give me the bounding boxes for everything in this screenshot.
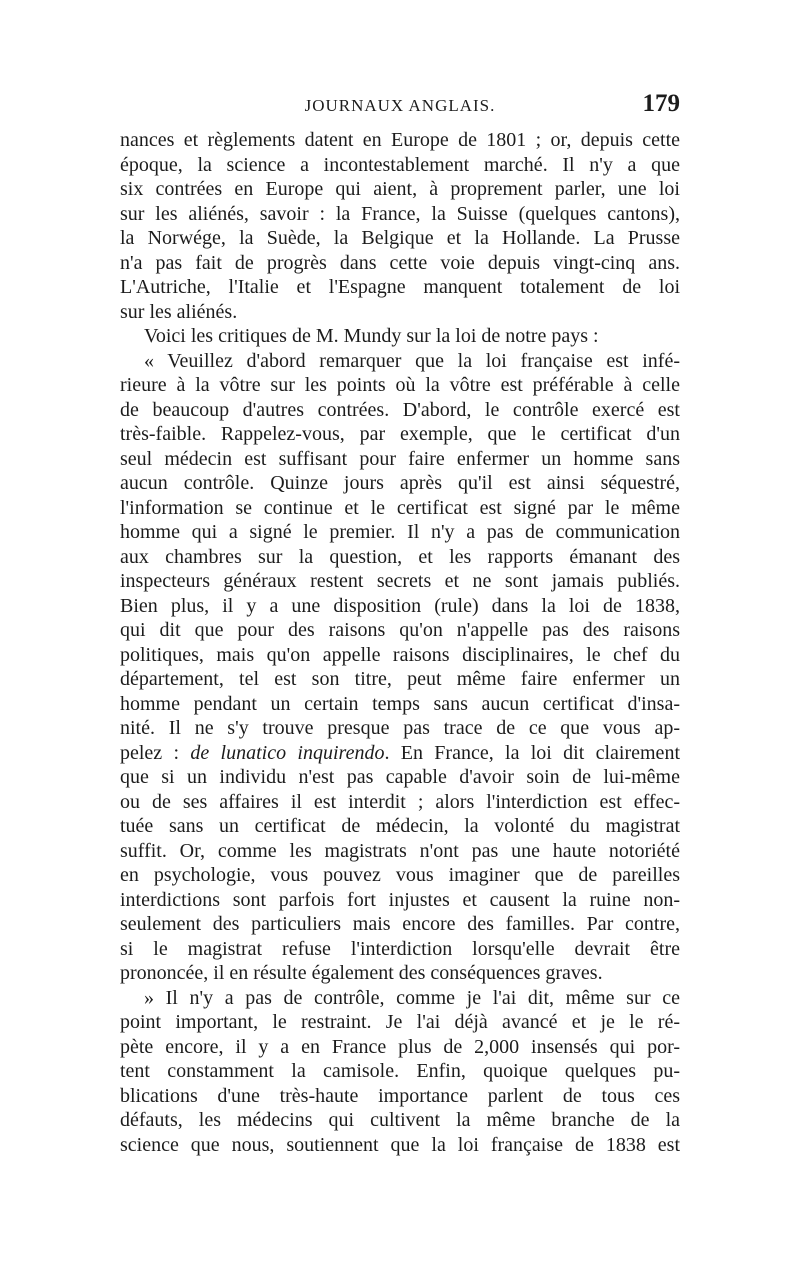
text-line: pelez : de lunatico inquirendo. En France, la loi dit clairement bbox=[120, 741, 680, 764]
text-line: politiques, mais qu'on appelle raisons disciplinaires, le chef du bbox=[120, 643, 680, 666]
text-line: nité. Il ne s'y trouve presque pas trace de ce que vous ap- bbox=[120, 717, 680, 739]
text-line: « Veuillez d'abord remarquer que la loi française est infé- bbox=[144, 349, 680, 372]
text-line: tuée sans un certificat de médecin, la volonté du magistrat bbox=[120, 815, 680, 837]
running-title: JOURNAUX ANGLAIS. bbox=[304, 96, 496, 115]
text-line: département, tel est son titre, peut même faire enfermer un bbox=[120, 668, 680, 690]
page-number: 179 bbox=[642, 90, 680, 117]
text-line: science que nous, soutiennent que la loi française de 1838 est bbox=[120, 1133, 680, 1156]
text-line: seulement des particuliers mais encore des familles. Par contre, bbox=[120, 913, 680, 935]
text-line: suffit. Or, comme les magistrats n'ont pas une haute notoriété bbox=[120, 839, 680, 862]
text-line: pète encore, il y a en France plus de 2,000 insensés qui por- bbox=[120, 1035, 680, 1058]
text-line: époque, la science a incontestablement marché. Il n'y a que bbox=[120, 153, 680, 176]
text-line: homme qui a signé le premier. Il n'y a pas de communication bbox=[120, 521, 680, 543]
text-line: interdictions sont parfois fort injustes et causent la ruine non- bbox=[120, 888, 680, 911]
text-line: tent constamment la camisole. Enfin, quoique quelques pu- bbox=[120, 1060, 680, 1082]
body-text bbox=[120, 128, 680, 1157]
latin-phrase: de lunatico inquirendo bbox=[190, 741, 385, 764]
text-line: Voici les critiques de M. Mundy sur la loi de notre pays : bbox=[144, 325, 599, 347]
text-line: inspecteurs généraux restent secrets et ne sont jamais publiés. bbox=[120, 570, 680, 592]
text-line: aux chambres sur la question, et les rapports émanant des bbox=[120, 545, 680, 568]
text-line: que si un individu n'est pas capable d'avoir soin de lui-même bbox=[120, 766, 680, 788]
text-line: Bien plus, il y a une disposition (rule) dans la loi de 1838, bbox=[120, 594, 680, 617]
text-line: ou de ses affaires il est interdit ; alors l'interdiction est effec- bbox=[120, 790, 680, 813]
text-line: point important, le restraint. Je l'ai déjà avancé et je le ré- bbox=[120, 1011, 680, 1033]
text-line: nances et règlements datent en Europe de 1801 ; or, depuis cette bbox=[120, 129, 680, 151]
text-line: qui dit que pour des raisons qu'on n'appelle pas des raisons bbox=[120, 619, 680, 641]
text-line: n'a pas fait de progrès dans cette voie depuis vingt-cinq ans. bbox=[120, 251, 680, 274]
text-line: sur les aliénés. bbox=[120, 300, 238, 323]
text-line: en psychologie, vous pouvez vous imaginer que de pareilles bbox=[120, 864, 680, 886]
text-line: aucun contrôle. Quinze jours après qu'il est ainsi séquestré, bbox=[120, 472, 680, 494]
page-header bbox=[120, 90, 680, 126]
text-line: L'Autriche, l'Italie et l'Espagne manquent totalement de loi bbox=[120, 276, 680, 298]
text-line: rieure à la vôtre sur les points où la vôtre est préférable à celle bbox=[120, 374, 680, 396]
text-line: de beaucoup d'autres contrées. D'abord, le contrôle exercé est bbox=[120, 398, 680, 421]
text-line: la Norwége, la Suède, la Belgique et la Hollande. La Prusse bbox=[120, 227, 680, 249]
text-line: six contrées en Europe qui aient, à proprement parler, une loi bbox=[120, 178, 680, 200]
text-line: prononcée, il en résulte également des conséquences graves. bbox=[120, 962, 603, 984]
text-line: très-faible. Rappelez-vous, par exemple, que le certificat d'un bbox=[120, 423, 680, 445]
text-line: blications d'une très-haute importance parlent de tous ces bbox=[120, 1084, 680, 1107]
text-line: défauts, les médecins qui cultivent la même branche de la bbox=[120, 1109, 680, 1131]
text-line: » Il n'y a pas de contrôle, comme je l'ai dit, même sur ce bbox=[144, 986, 680, 1009]
text-line: l'information se continue et le certificat est signé par le même bbox=[120, 496, 680, 519]
text-line: homme pendant un certain temps sans aucun certificat d'insa- bbox=[120, 692, 680, 715]
text-line: sur les aliénés, savoir : la France, la Suisse (quelques cantons), bbox=[120, 202, 680, 225]
text-line: si le magistrat refuse l'interdiction lorsqu'elle devrait être bbox=[120, 937, 680, 960]
text-line: seul médecin est suffisant pour faire enfermer un homme sans bbox=[120, 447, 680, 470]
